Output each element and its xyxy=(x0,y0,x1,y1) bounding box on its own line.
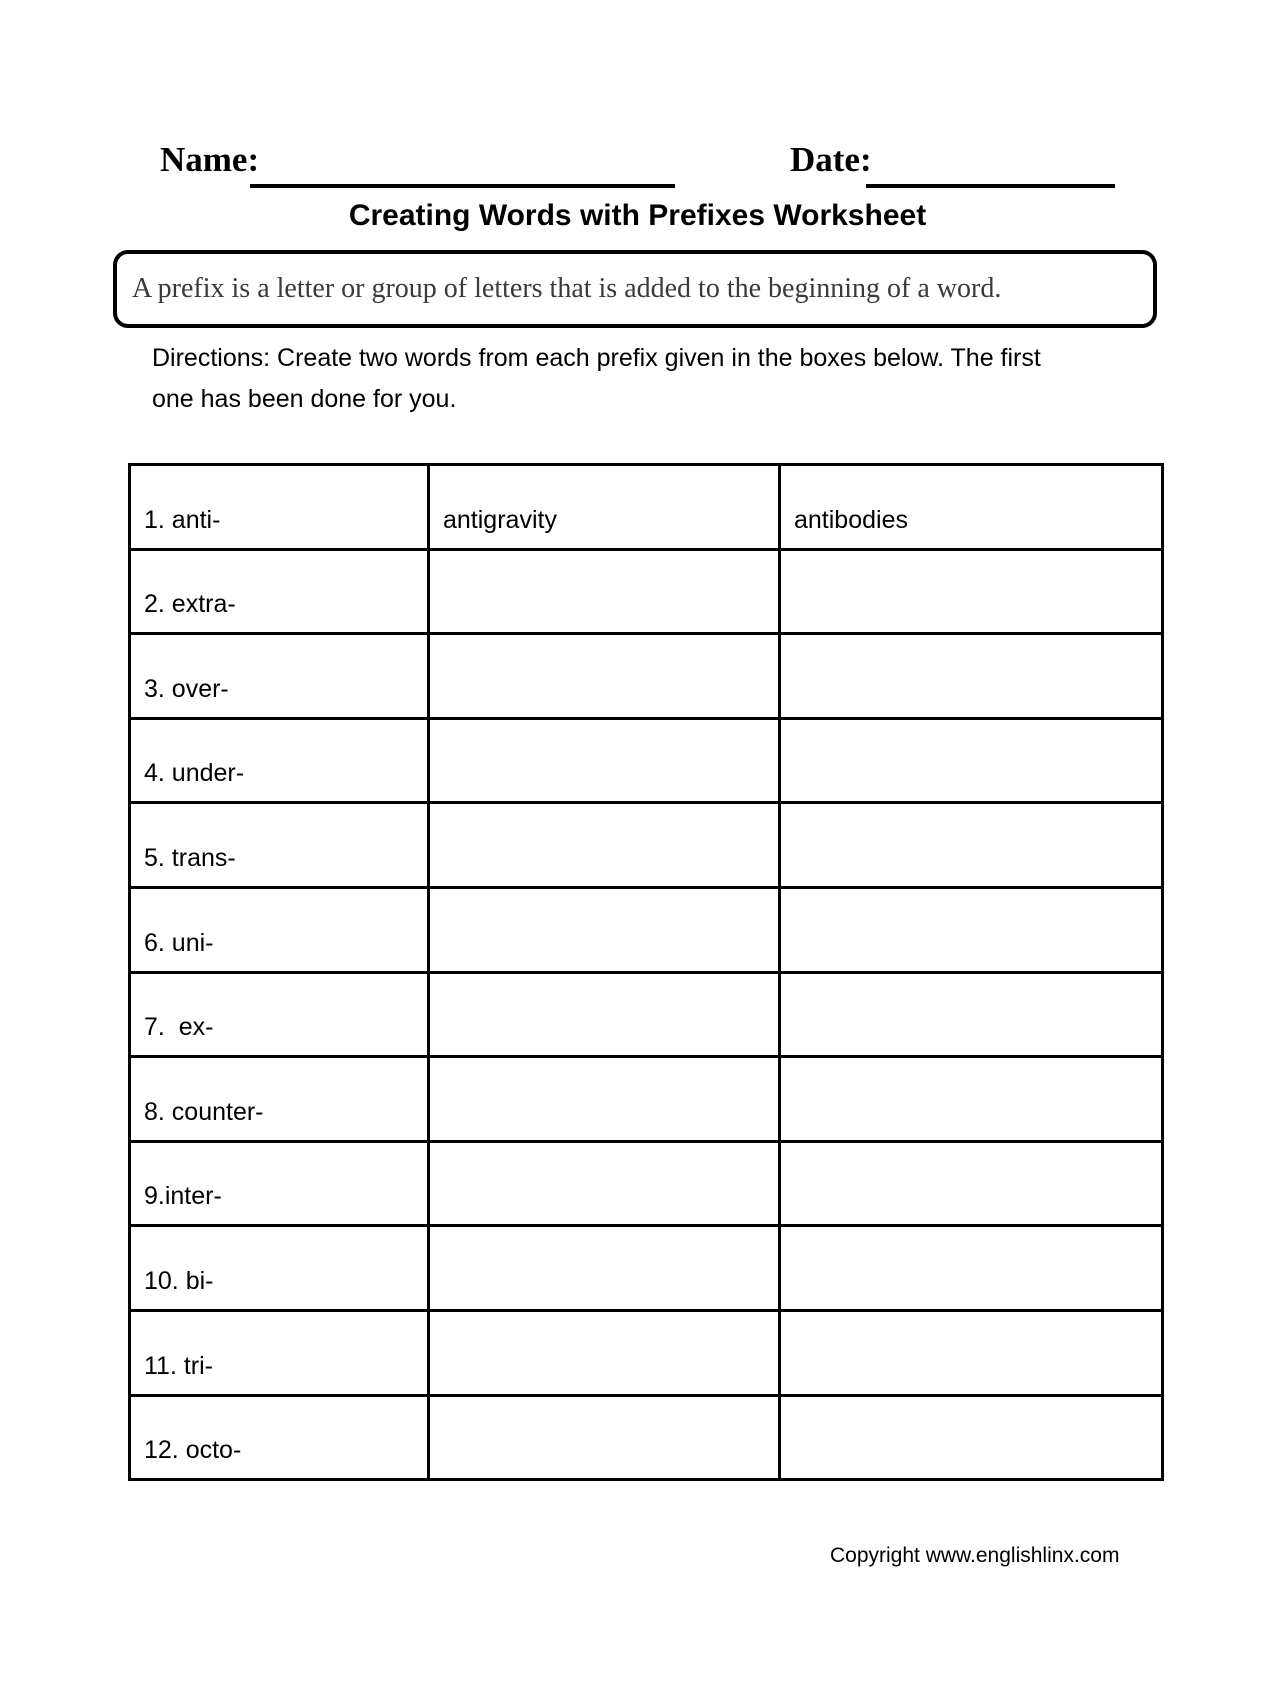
directions-line-2: one has been done for you. xyxy=(152,385,457,413)
prefix-table xyxy=(128,463,1164,1481)
word-cell-1 xyxy=(429,972,780,1057)
prefix-definition-box xyxy=(113,250,1157,328)
word-cell-1 xyxy=(429,1141,780,1226)
prefix-cell: 12. octo- xyxy=(130,1395,429,1480)
word-cell-1 xyxy=(429,887,780,972)
prefix-cell: 6. uni- xyxy=(130,887,429,972)
table-row xyxy=(130,1141,1163,1226)
word-cell-2 xyxy=(780,718,1163,803)
word-cell-1 xyxy=(429,1310,780,1395)
date-blank-line xyxy=(866,184,1115,188)
word-cell-2 xyxy=(780,634,1163,719)
word-cell-2 xyxy=(780,1226,1163,1311)
word-cell-1 xyxy=(429,1395,780,1480)
word-cell-1 xyxy=(429,718,780,803)
table-row xyxy=(130,1310,1163,1395)
directions-text xyxy=(152,338,1041,420)
table-row xyxy=(130,549,1163,634)
prefix-cell: 5. trans- xyxy=(130,803,429,888)
prefix-cell: 8. counter- xyxy=(130,1057,429,1142)
prefix-cell: 1. anti- xyxy=(130,465,429,550)
name-blank-line xyxy=(250,184,675,188)
word-cell-2 xyxy=(780,887,1163,972)
word-cell-1: antigravity xyxy=(429,465,780,550)
word-cell-1 xyxy=(429,634,780,719)
table-row xyxy=(130,1226,1163,1311)
word-cell-2 xyxy=(780,803,1163,888)
copyright-text: Copyright www.englishlinx.com xyxy=(830,1544,1120,1567)
name-label: Name: xyxy=(160,140,260,179)
worksheet-title: Creating Words with Prefixes Worksheet xyxy=(348,199,927,232)
word-cell-2 xyxy=(780,972,1163,1057)
table-row xyxy=(130,718,1163,803)
prefix-cell: 2. extra- xyxy=(130,549,429,634)
word-cell-2 xyxy=(780,549,1163,634)
word-cell-2 xyxy=(780,1310,1163,1395)
table-row xyxy=(130,803,1163,888)
table-row xyxy=(130,465,1163,550)
prefix-cell: 9.inter- xyxy=(130,1141,429,1226)
word-cell-2: antibodies xyxy=(780,465,1163,550)
prefix-cell: 4. under- xyxy=(130,718,429,803)
table-row xyxy=(130,887,1163,972)
word-cell-2 xyxy=(780,1141,1163,1226)
prefix-cell: 7. ex- xyxy=(130,972,429,1057)
word-cell-1 xyxy=(429,1226,780,1311)
table-row xyxy=(130,634,1163,719)
table-row xyxy=(130,1395,1163,1480)
prefix-definition-text: A prefix is a letter or group of letters that is added to the beginning of a word. xyxy=(132,273,1002,304)
prefix-cell: 3. over- xyxy=(130,634,429,719)
table-row xyxy=(130,972,1163,1057)
table-row xyxy=(130,1057,1163,1142)
word-cell-1 xyxy=(429,549,780,634)
word-cell-2 xyxy=(780,1395,1163,1480)
word-cell-2 xyxy=(780,1057,1163,1142)
word-cell-1 xyxy=(429,1057,780,1142)
prefix-cell: 10. bi- xyxy=(130,1226,429,1311)
word-cell-1 xyxy=(429,803,780,888)
directions-line-1: Directions: Create two words from each prefix given in the boxes below. The first xyxy=(152,344,1041,372)
prefix-cell: 11. tri- xyxy=(130,1310,429,1395)
date-label: Date: xyxy=(790,140,872,179)
